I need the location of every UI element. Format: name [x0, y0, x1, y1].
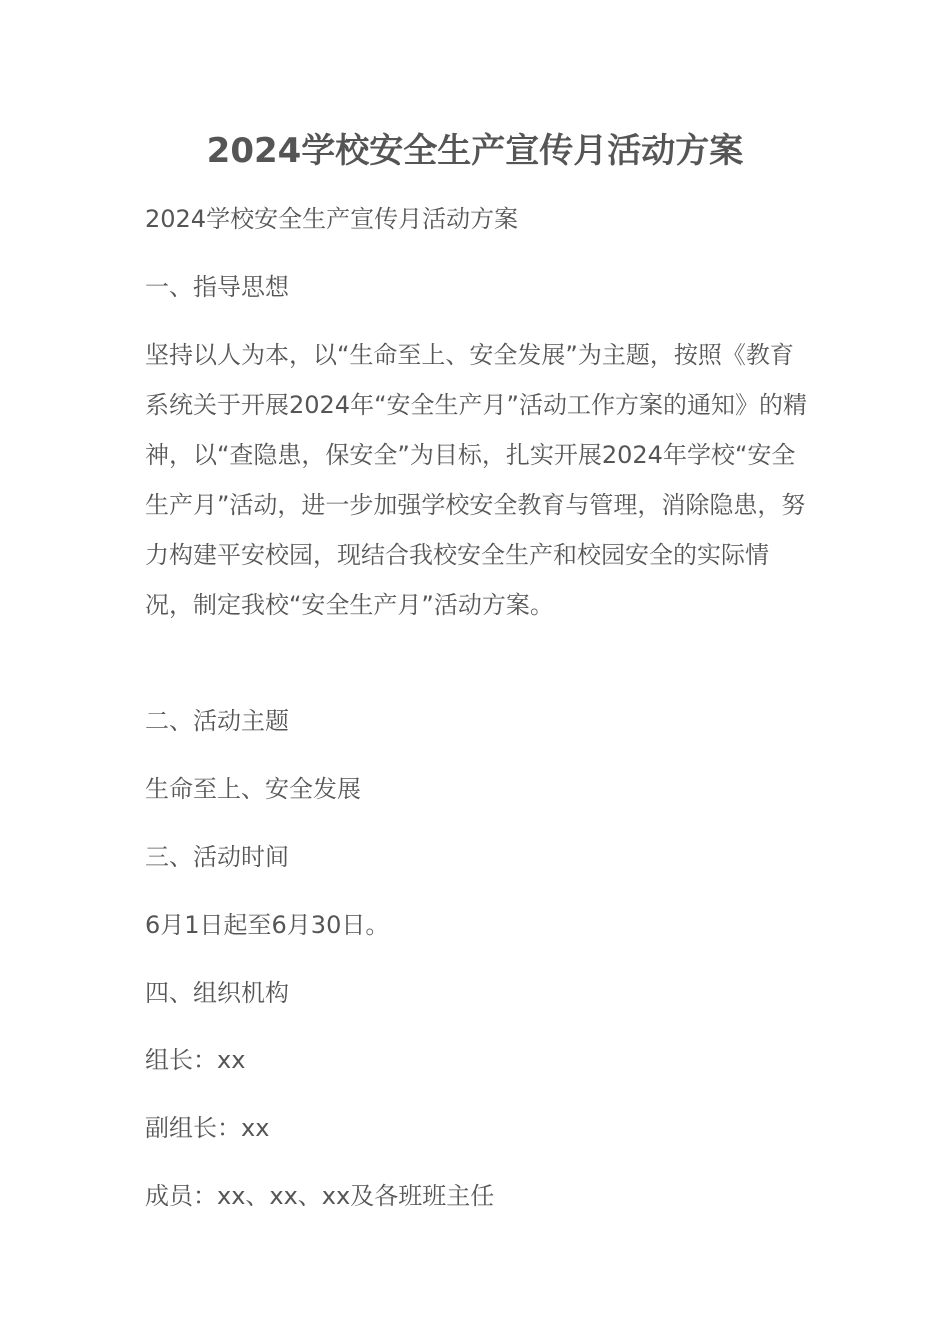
section-body-activity-time: 6月1日起至6月30日。 [145, 911, 390, 939]
organization-leader: 组长：xx [145, 1046, 246, 1074]
section-heading-activity-time: 三、活动时间 [145, 843, 289, 871]
document-subtitle: 2024学校安全生产宣传月活动方案 [145, 205, 519, 233]
section-body-activity-theme: 生命至上、安全发展 [145, 775, 361, 803]
section-heading-organization: 四、组织机构 [145, 979, 289, 1007]
document-title: 2024学校安全生产宣传月活动方案 [206, 131, 744, 171]
section-heading-guiding-ideology: 一、指导思想 [145, 273, 289, 301]
section-body-guiding-ideology: 坚持以人为本，以“生命至上、安全发展”为主题，按照《教育系统关于开展2024年“安全生产月”活动工作方案的通知》的精神，以“查隐患，保安全”为目标，扎实开展2024年学校“安全生产月”活动，进一步加强学校安全教育与管理，消除隐患，努力构建平安校园，现结合我校安全生产和校园安全的实际情况，制定我校“安全生产月”活动方案。 [145, 341, 807, 619]
organization-members: 成员：xx、xx、xx及各班班主任 [145, 1182, 495, 1210]
section-heading-activity-theme: 二、活动主题 [145, 707, 289, 735]
organization-deputy-leader: 副组长：xx [145, 1114, 270, 1142]
